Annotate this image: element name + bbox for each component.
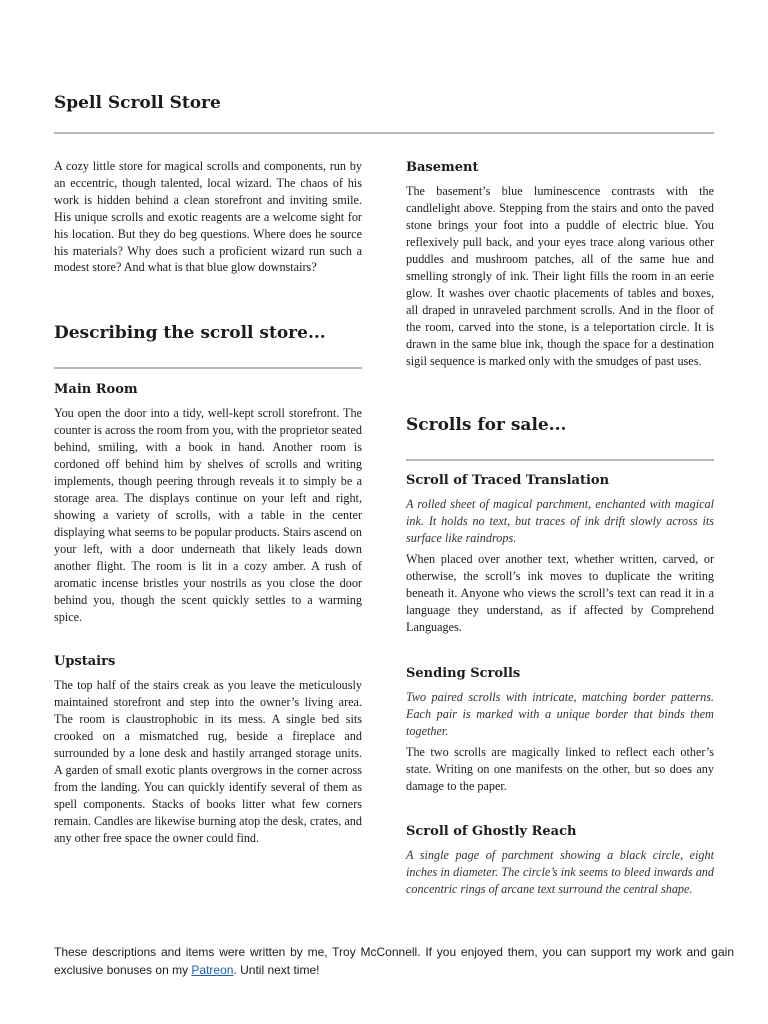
page-title: Spell Scroll Store	[54, 93, 221, 113]
footer-text-after: . Until next time!	[233, 963, 320, 977]
sending-scrolls-text: The two scrolls are magically linked to reflect each other’s state. Writing on one manifests on the other, but so does any damage to the paper.	[406, 745, 714, 793]
intro-paragraph: A cozy little store for magical scrolls and components, run by an eccentric, though talented, local wizard. The chaos of his work is hidden behind a clean storefront and inviting smile. His unique scrolls and exotic reagents are a welcome sight for his location. But they do beg questions. Where does he source his materials? Why does such a proficient wizard run such a modest store? And what is that blue glow downstairs?	[54, 159, 362, 275]
traced-translation-flavor: A rolled sheet of magical parchment, enchanted with magical ink. It holds no text, but traces of ink drift slowly across its surface like raindrops.	[406, 497, 714, 545]
scrolls-divider	[406, 459, 714, 461]
ghostly-reach-flavor: A single page of parchment showing a black circle, eight inches in diameter. The circle’s ink seems to bleed inwards and concentric rings of arcane text surround the central shape.	[406, 848, 714, 896]
footer-text-before: These descriptions and items were written by me, Troy McConnell. If you enjoyed them, you can support my work and gain exclusive bonuses on my	[54, 945, 734, 977]
traced-translation-text: When placed over another text, whether written, carved, or otherwise, the scroll’s ink moves to duplicate the writing beneath it. Anyone who views the scroll’s text can read it in a language they understand, as if affected by Comprehend Languages.	[406, 552, 714, 634]
main-room-text: You open the door into a tidy, well-kept scroll storefront. The counter is across the room from you, with the proprietor seated behind, smiling, with a book in hand. Another room is cordoned off behind him by shelves of scrolls and writing implements, though peering through reveals it to simply be a storage area. The displays continue on your left and right, showing a variety of scrolls, with a table in the center displaying what seems to be popular products. Stairs ascend on your left, with a door underneath that likely leads down another flight. The room is lit in a cozy amber. A rush of aromatic incense bristles your nostrils as you close the door behind you, though the scent quickly settles to a warming spice.	[54, 406, 363, 624]
ghostly-reach-section	[406, 823, 714, 898]
traced-translation-section	[406, 472, 714, 636]
describing-divider	[54, 367, 362, 369]
describing-heading: Describing the scroll store...	[54, 323, 326, 343]
footer-note	[54, 943, 734, 979]
scrolls-heading: Scrolls for sale...	[406, 415, 567, 435]
main-room-section	[54, 381, 362, 626]
sending-scrolls-section	[406, 665, 714, 795]
sending-scrolls-flavor: Two paired scrolls with intricate, matching border patterns. Each pair is marked with a unique border that binds them together.	[406, 690, 714, 738]
sending-scrolls-heading: Sending Scrolls	[406, 666, 521, 681]
main-room-heading: Main Room	[54, 382, 138, 397]
title-divider	[54, 132, 714, 134]
upstairs-section	[54, 653, 362, 847]
traced-translation-heading: Scroll of Traced Translation	[406, 473, 610, 488]
basement-section	[406, 159, 714, 370]
scrolls-section-header	[406, 414, 714, 436]
basement-heading: Basement	[406, 160, 479, 175]
basement-text: The basement’s blue luminescence contrasts with the candlelight above. Stepping from the stairs and onto the paved stone brings your foot into a puddle of electric blue. You reflexively pull back, and your eyes trace along various other puddles and mushroom patches, all of the same hue and smelling strongly of ink. Their light fills the room in an eerie glow. It washes over chaotic placements of tables and boxes, all draped in unraveled parchment scrolls. And in the floor of the room, carved into the stone, is a teleportation circle. It is drawn in the same blue ink, though the space for a destination sigil sequence is marked only with the smudges of past uses.	[406, 184, 714, 368]
upstairs-heading: Upstairs	[54, 654, 116, 669]
patreon-link[interactable]: Patreon	[191, 963, 234, 977]
upstairs-text: The top half of the stairs creak as you leave the meticulously maintained storefront and step into the owner’s living area. The room is claustrophobic in its mess. A single bed sits crooked on a mismatched rug, beside a fireplace and surrounded by a lone desk and hastily arranged storage units. A garden of small exotic plants overgrows in the corner across from the landing. You can quickly identify several of them as spell components. Stacks of books litter what few corners remain. Candles are likewise burning atop the desk, crates, and any other free space the owner could find.	[54, 678, 362, 845]
describing-section-header	[54, 322, 362, 344]
ghostly-reach-heading: Scroll of Ghostly Reach	[406, 824, 577, 839]
intro-block	[54, 158, 362, 276]
